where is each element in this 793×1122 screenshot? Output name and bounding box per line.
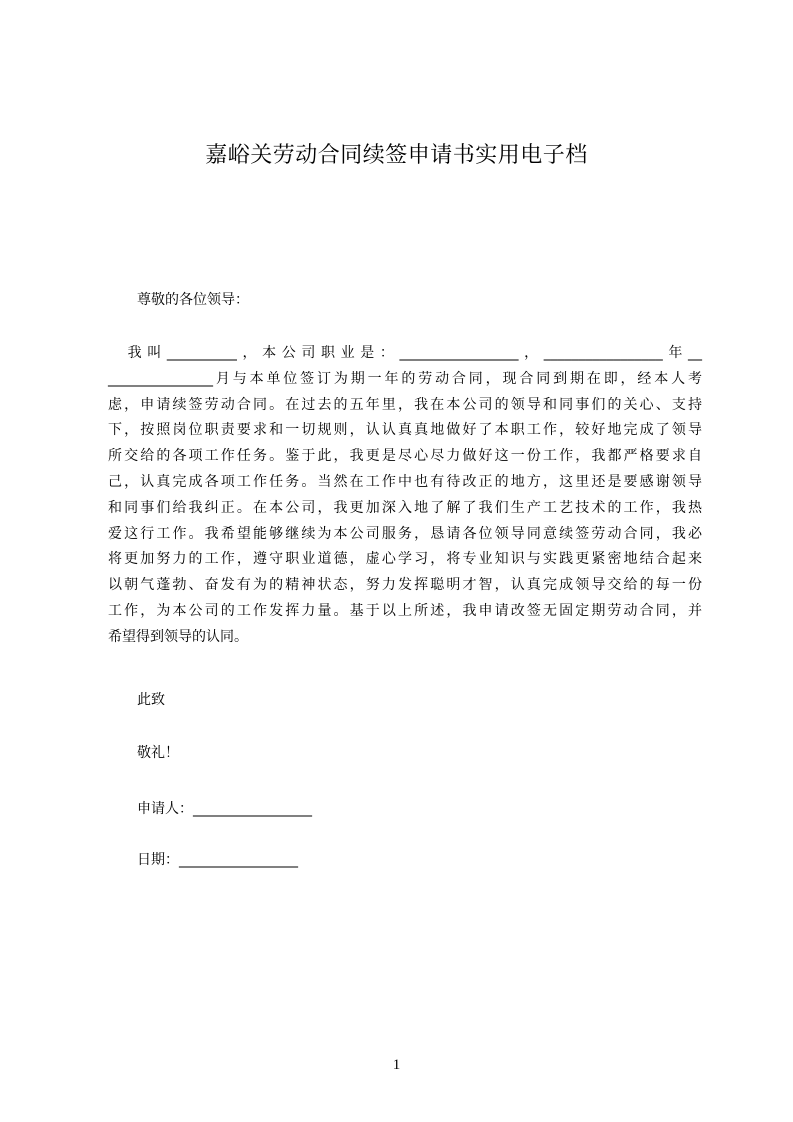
body-line: 爱这行工作。我希望能够继续为本公司服务，恳请各位领导同意续签劳动合同，我必 <box>108 525 702 542</box>
salutation: 尊敬的各位领导： <box>137 292 249 308</box>
body-line: 将更加努力的工作，遵守职业道德，虚心学习，将专业知识与实践更紧密地结合起来 <box>108 551 702 568</box>
document-title: 嘉峪关劳动合同续签申请书实用电子档 <box>205 143 588 168</box>
body-line: 和同事们给我纠正。在本公司，我更加深入地了解了我们生产工艺技术的工作，我热 <box>108 499 702 516</box>
body-line: 所交给的各项工作任务。鉴于此，我更是尽心尽力做好这一份工作，我都严格要求自 <box>108 448 702 465</box>
body-line: 虑，申请续签劳动合同。在过去的五年里，我在本公司的领导和同事们的关心、支持 <box>108 396 702 413</box>
letter-body <box>108 341 702 651</box>
date-field: 日期：_________________ <box>137 852 298 868</box>
applicant-field: 申请人：_________________ <box>137 801 312 817</box>
body-line: 我叫__________，本公司职业是：_________________，_________________年__ <box>108 345 702 361</box>
closing-phrase: 此致 <box>137 692 165 708</box>
body-line: _______________月与本单位签订为期一年的劳动合同，现合同到期在即，经本人考 <box>108 370 702 387</box>
body-line: 工作，为本公司的工作发挥力量。基于以上所述，我申请改签无固定期劳动合同，并 <box>108 602 702 619</box>
body-line: 己，认真完成各项工作任务。当然在工作中也有待改正的地方，这里还是要感谢领导 <box>108 473 702 490</box>
body-line: 以朝气蓬勃、奋发有为的精神状态，努力发挥聪明才智，认真完成领导交给的每一份 <box>108 577 702 594</box>
regards-phrase: 敬礼！ <box>137 745 179 761</box>
page-number: 1 <box>392 1057 401 1073</box>
body-line: 希望得到领导的认同。 <box>108 628 248 645</box>
body-line: 下，按照岗位职责要求和一切规则，认认真真地做好了本职工作，较好地完成了领导 <box>108 422 702 439</box>
